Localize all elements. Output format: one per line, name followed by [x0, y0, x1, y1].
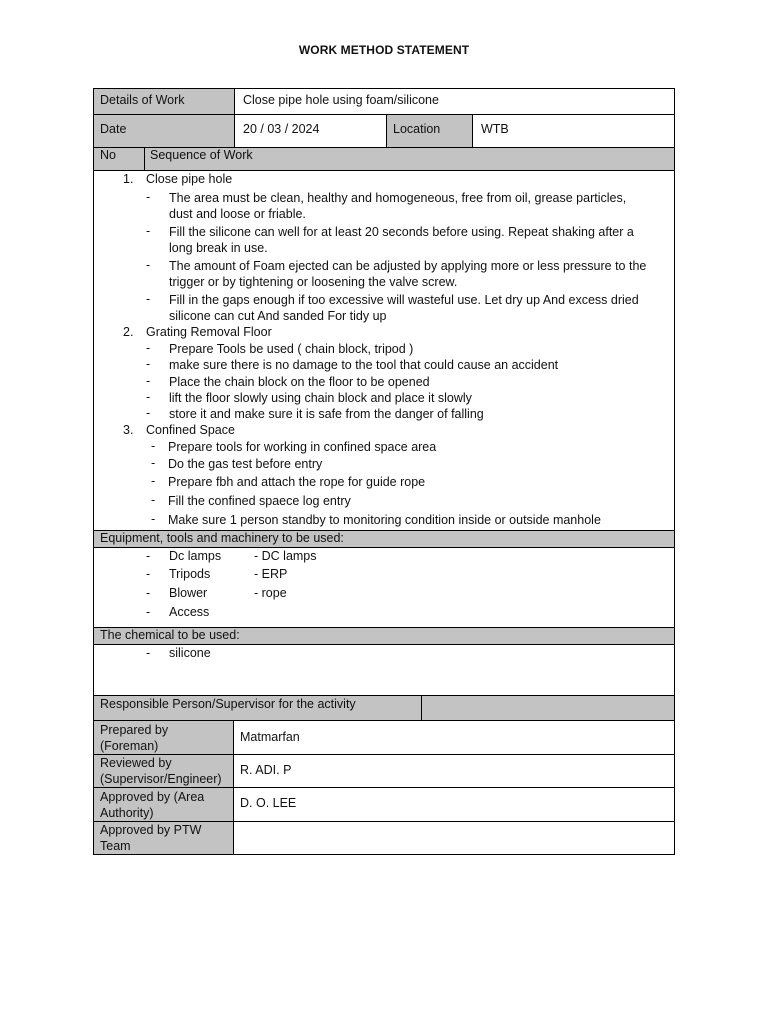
approved-ptw-label-line-2: Team [100, 839, 131, 853]
rule-7 [93, 644, 675, 645]
reviewed-label-line-2: (Supervisor/Engineer) [100, 772, 222, 786]
rule-5 [93, 547, 675, 548]
approved-area-value: D. O. LEE [240, 796, 297, 810]
step-1-item-3-line-2: trigger or by tightening or loosening the valve screw. [169, 275, 458, 289]
reviewed-label [100, 755, 222, 787]
approved-area-label-line-1: Approved by (Area [100, 790, 205, 804]
chemical-header: The chemical to be used: [100, 628, 240, 642]
step-3-dash: - [151, 512, 156, 526]
rule-11 [93, 787, 675, 788]
border-right [674, 88, 675, 855]
reviewed-label-line-1: Reviewed by [100, 756, 172, 770]
sequence-header: Sequence of Work [150, 148, 253, 162]
step-1-item-2-line-2: long break in use. [169, 241, 268, 255]
step-1-item-3-line-1: The amount of Foam ejected can be adjusted by applying more or less pressure to the [169, 259, 647, 273]
step-1-title: Close pipe hole [146, 172, 233, 186]
chemical-dash: - [146, 646, 151, 660]
step-1-dash: - [146, 190, 151, 204]
step-2-item-1: Prepare Tools be used ( chain block, tripod ) [169, 342, 414, 356]
location-label: Location [393, 122, 441, 136]
vrule-date-value [386, 114, 387, 147]
vrule-responsible [421, 695, 422, 720]
approved-area-label-line-2: Authority) [100, 806, 154, 820]
details-value: Close pipe hole using foam/silicone [243, 93, 439, 107]
approved-ptw-label-line-1: Approved by PTW [100, 823, 202, 837]
approved-ptw-label [100, 822, 201, 854]
prepared-value: Matmarfan [240, 730, 300, 744]
step-2-number: 2. [123, 325, 134, 339]
step-2-dash: - [146, 406, 151, 420]
step-1-dash: - [146, 292, 151, 306]
equipment-dash: - [146, 567, 151, 581]
prepared-label-line-2: (Foreman) [100, 739, 159, 753]
step-3-title: Confined Space [146, 423, 235, 437]
step-1-dash: - [146, 224, 151, 238]
vrule-no [144, 147, 145, 170]
step-3-dash: - [151, 456, 156, 470]
approved-area-label [100, 789, 204, 821]
step-2-dash: - [146, 341, 151, 355]
step-1-item-4-line-1: Fill in the gaps enough if too excessive will wasteful use. Let dry up And excess dried [169, 293, 639, 307]
step-3-number: 3. [123, 423, 134, 437]
step-2-item-5: store it and make sure it is safe from the danger of falling [169, 407, 484, 421]
border-top [93, 88, 675, 89]
chemical-item: silicone [169, 646, 211, 660]
equipment-item: Blower [169, 586, 208, 600]
equipment-item: Tripods [169, 567, 211, 581]
equipment-item: - ERP [254, 567, 288, 581]
border-bottom [93, 854, 675, 855]
equipment-dash: - [146, 605, 151, 619]
step-3-item-5: Make sure 1 person standby to monitoring condition inside or outside manhole [168, 513, 601, 527]
equipment-item: - rope [254, 586, 287, 600]
step-1-item-1-line-1: The area must be clean, healthy and homogeneous, free from oil, grease particles, [169, 191, 627, 205]
step-1-item-4-line-2: silicone can cut And sanded For tidy up [169, 309, 387, 323]
no-header: No [100, 148, 116, 162]
responsible-header: Responsible Person/Supervisor for the activity [100, 697, 356, 711]
step-2-item-2: make sure there is no damage to the tool that could cause an accident [169, 358, 559, 372]
details-label: Details of Work [100, 93, 185, 107]
step-3-dash: - [151, 474, 156, 488]
step-1-item-1-line-2: dust and loose or friable. [169, 207, 306, 221]
vrule-location-value [472, 114, 473, 147]
step-3-dash: - [151, 439, 156, 453]
equipment-header: Equipment, tools and machinery to be used: [100, 531, 344, 545]
step-2-dash: - [146, 374, 151, 388]
rule-8 [93, 695, 675, 696]
step-3-dash: - [151, 493, 156, 507]
border-left [93, 88, 94, 855]
equipment-dash: - [146, 549, 151, 563]
step-1-item-2-line-1: Fill the silicone can well for at least 20 seconds before using. Repeat shaking after a [169, 225, 634, 239]
document-title: WORK METHOD STATEMENT [298, 43, 470, 57]
step-3-item-2: Do the gas test before entry [168, 457, 323, 471]
equipment-item: Access [169, 605, 210, 619]
step-3-item-4: Fill the confined spaece log entry [168, 494, 351, 508]
rule-9 [93, 720, 675, 721]
prepared-label [100, 722, 168, 754]
date-value: 20 / 03 / 2024 [243, 122, 320, 136]
step-2-item-3: Place the chain block on the floor to be opened [169, 375, 430, 389]
date-label: Date [100, 122, 127, 136]
equipment-item: Dc lamps [169, 549, 222, 563]
equipment-dash: - [146, 586, 151, 600]
equipment-item: - DC lamps [254, 549, 317, 563]
step-1-number: 1. [123, 172, 134, 186]
step-3-item-3: Prepare fbh and attach the rope for guide rope [168, 475, 426, 489]
rule-3 [93, 170, 675, 171]
step-2-dash: - [146, 357, 151, 371]
prepared-label-line-1: Prepared by [100, 723, 169, 737]
reviewed-value: R. ADI. P [240, 763, 292, 777]
step-2-title: Grating Removal Floor [146, 325, 272, 339]
location-value: WTB [481, 122, 509, 136]
vrule-details [234, 88, 235, 147]
step-2-dash: - [146, 390, 151, 404]
vrule-signoff [233, 720, 234, 854]
step-1-dash: - [146, 258, 151, 272]
rule-1 [93, 114, 675, 115]
step-2-item-4: lift the floor slowly using chain block and place it slowly [169, 391, 472, 405]
step-3-item-1: Prepare tools for working in confined space area [168, 440, 437, 454]
